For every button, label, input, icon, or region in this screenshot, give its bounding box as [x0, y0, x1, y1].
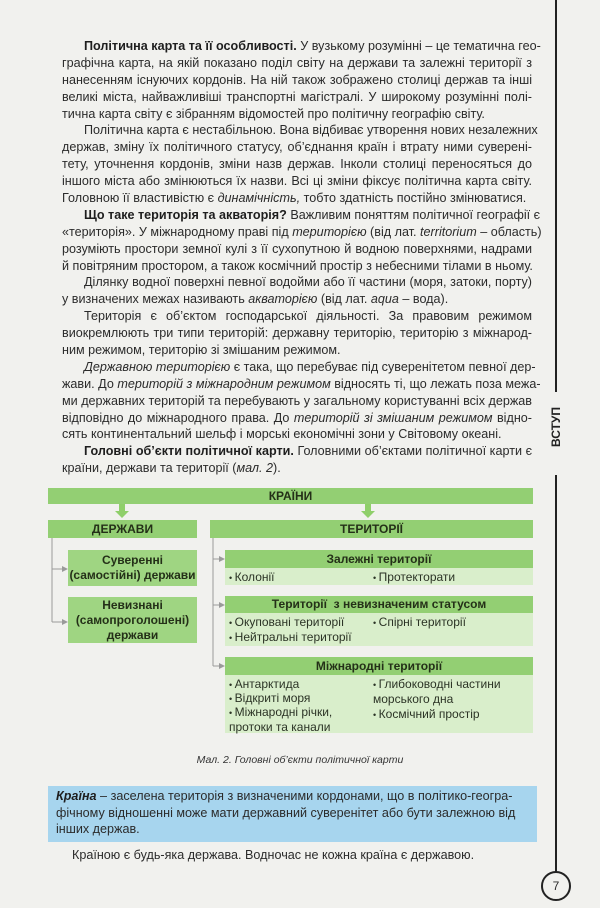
text-run: країни, держави та території (	[62, 461, 237, 476]
text-run: – область)	[476, 224, 542, 239]
text-run: Територія є об’єктом господарської діяльності. За правовим режимом	[84, 309, 532, 324]
text-run: виокремлюють три типи територій: державну територію, територію з міжнарод-	[62, 326, 532, 341]
text-run: іншого міста або змінюються їх назви. Всі ці зміни фіксує політична карта світу.	[62, 174, 532, 189]
italic-term: Державною територією	[84, 359, 231, 374]
page-number: 7	[541, 871, 571, 901]
diagram-states-header: ДЕРЖАВИ	[48, 520, 197, 538]
text-run: ми державних територій та перебувають у загальному користуванні всіх держав	[62, 393, 532, 408]
diagram-item: • Космічний простір	[373, 707, 480, 722]
text-run: тична карта світу є зібранням відомостей про політичну географію світу.	[62, 106, 485, 121]
text-run: Ділянку водної поверхні певної водойми або її частини (моря, затоки, порту)	[84, 275, 532, 290]
bold-heading: Головні об’єкти політичної карти.	[84, 444, 294, 459]
sidebar-divider	[555, 475, 557, 873]
text-run: й повітряним простором, а також космічний простір з небесними тілами в ньому.	[62, 258, 533, 273]
text-run: графічна карта, на якій показано поділ світу на держави та залежні території з	[62, 55, 532, 70]
text-run: тобто здатність постійно змінюватися.	[300, 191, 527, 206]
diagram-group-international-title: Міжнародні території	[225, 657, 533, 675]
text-run: (від лат.	[366, 224, 421, 239]
closing-sentence: Країною є будь-яка держава. Водночас не кожна країна є державою.	[72, 848, 475, 862]
text-run: Важливим поняттям політичної географії є	[286, 207, 541, 222]
diagram-item: • Протекторати	[373, 570, 455, 585]
diagram-countries-header: КРАЇНИ	[48, 488, 533, 504]
italic-term: територій з міжнародним режимом	[117, 376, 331, 391]
text-run: ).	[273, 461, 281, 476]
section-label: ВСТУП	[549, 407, 563, 447]
text-run: жави. До	[62, 376, 118, 391]
italic-term: територією	[292, 224, 367, 239]
italic-term: територій зі змішаним режимом	[293, 410, 493, 425]
italic-term: акваторією	[248, 292, 318, 307]
italic-term: territorium	[420, 224, 477, 239]
diagram-item: • Окуповані території	[229, 615, 344, 630]
sidebar-divider	[555, 0, 557, 392]
diagram-item: • Глибоководні частини морського дна	[373, 677, 501, 706]
definition-text: – заселена територія з визначеними кордонами, що в політико-геогра-фічному відношенні може мати державний суверенітет або бути залежною від інших держав.	[56, 789, 516, 836]
italic-term: aqua	[370, 292, 399, 307]
bold-heading: Політична карта та її особливості.	[84, 39, 297, 53]
figure-caption: Мал. 2. Головні об’єкти політичної карти	[196, 754, 404, 766]
text-run: – вода).	[398, 292, 449, 307]
text-run: відно-	[492, 410, 532, 425]
diagram-item: • Нейтральні території	[229, 630, 352, 645]
diagram-sovereign-states: Суверенні (самостійні) держави	[68, 550, 197, 586]
text-run: у визначених межах називають	[62, 292, 249, 307]
diagram-group-dependent-title: Залежні території	[225, 550, 533, 568]
diagram-territories-header: ТЕРИТОРІЇ	[210, 520, 533, 538]
diagram-item: • Відкриті моря	[229, 691, 310, 706]
diagram-unrecognized-states: Невизнані (самопроголошені) держави	[68, 597, 197, 643]
diagram-group-undefined-status-title: Території з невизначеним статусом	[225, 596, 533, 613]
bold-heading: Що таке територія та акваторія?	[84, 207, 287, 222]
text-run: нанесенням існуючих кордонів. На ній також зображено столиці держав та інші	[62, 72, 532, 87]
definition-term: Країна	[56, 789, 97, 803]
diagram-item: • Міжнародні річки, протоки та канали	[229, 705, 332, 734]
text-run: ним режимом, територію зі змішаним режимом.	[62, 343, 341, 358]
definition-box	[48, 786, 537, 842]
diagram-item: • Спірні території	[373, 615, 466, 630]
text-run: (від лат.	[317, 292, 371, 307]
text-run: держав, зміну їх політичного статусу, об’єднання країн і втрату ними суверені-	[62, 140, 532, 155]
text-run: тету, уточнення кордонів, зміни назв держав. Інколи столиці переносяться до	[62, 157, 532, 172]
italic-term: динамічність,	[217, 191, 301, 206]
diagram-item: • Антарктида	[229, 677, 299, 692]
text-run: Головною її властивістю є	[62, 191, 218, 206]
text-run: відповідно до міжнародного права. До	[62, 410, 294, 425]
text-run: великі міста, найважливіші транспортні магістралі. У широкому розумінні полі-	[62, 89, 532, 104]
text-run: є така, що перебуває під суверенітетом певної дер-	[230, 359, 536, 374]
text-run: розуміють простори земної кулі з її сухопутною й водною поверхнями, надрами	[62, 241, 532, 256]
diagram-item: • Колонії	[229, 570, 275, 585]
text-run: «територія». У міжнародному праві під	[62, 224, 293, 239]
text-run: Головними об’єктами політичної карти є	[293, 444, 532, 459]
text-run: сять континентальний шельф і морські економічні зони у Світовому океані.	[62, 427, 502, 442]
text-run: У вузькому розумінні – це тематична гео-	[296, 39, 541, 53]
text-run: відносять ті, що лежать поза межа-	[330, 376, 541, 391]
text-run: Політична карта є нестабільною. Вона відбиває утворення нових незалежних	[84, 123, 538, 138]
italic-term: мал. 2	[236, 461, 274, 476]
